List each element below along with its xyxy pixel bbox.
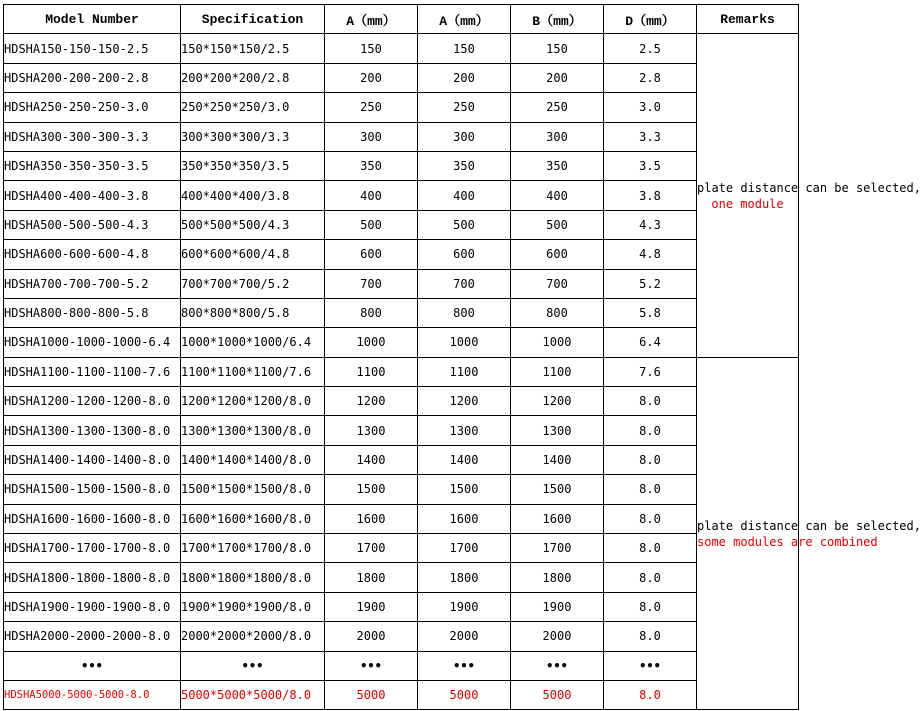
ellipsis-cell: ••• [511,651,604,680]
specification-cell: 1700*1700*1700/8.0 [181,534,325,563]
remarks-cell-group2 [697,357,921,710]
table-row [4,240,799,269]
d-mm-cell: 3.0 [604,93,697,122]
b-mm-cell: 350 [511,151,604,180]
b-mm-cell: 1000 [511,328,604,357]
b-mm-cell: 1100 [511,357,604,386]
specification-cell: 1400*1400*1400/8.0 [181,445,325,474]
d-mm-cell: 8.0 [604,622,697,651]
b-mm-cell: 2000 [511,622,604,651]
d-mm-cell: 8.0 [604,534,697,563]
a-mm-cell: 1000 [325,328,418,357]
a-mm-cell-2: 1000 [418,328,511,357]
d-mm-cell: 8.0 [604,592,697,621]
a-mm-cell: 600 [325,240,418,269]
specification-cell: 500*500*500/4.3 [181,210,325,239]
b-mm-cell: 200 [511,63,604,92]
a-mm-cell: 1400 [325,445,418,474]
b-mm-cell: 1600 [511,504,604,533]
a-mm-cell-2: 600 [418,240,511,269]
specification-cell: 250*250*250/3.0 [181,93,325,122]
model-number-cell: HDSHA1800-1800-1800-8.0 [4,563,181,592]
a-mm-cell-2: 250 [418,93,511,122]
b-mm-cell: 1400 [511,445,604,474]
b-mm-cell: 500 [511,210,604,239]
a-mm-cell: 2000 [325,622,418,651]
model-number-cell: HDSHA200-200-200-2.8 [4,63,181,92]
a-mm-cell: 1500 [325,475,418,504]
a-mm-cell: 150 [325,34,418,63]
remarks-text: plate distance can be selected, [697,180,921,195]
a-mm-cell-2: 5000 [418,680,511,709]
specification-cell: 700*700*700/5.2 [181,269,325,298]
d-mm-cell: 7.6 [604,357,697,386]
remarks-cell-group1 [697,34,921,357]
b-mm-cell: 1500 [511,475,604,504]
a-mm-cell: 250 [325,93,418,122]
model-number-cell: HDSHA150-150-150-2.5 [4,34,181,63]
table-row [4,622,799,651]
specification-cell: 1000*1000*1000/6.4 [181,328,325,357]
header-remarks: Remarks [697,5,799,34]
a-mm-cell-2: 1600 [418,504,511,533]
a-mm-cell: 5000 [325,680,418,709]
specification-cell: 350*350*350/3.5 [181,151,325,180]
ellipsis-cell: ••• [418,651,511,680]
a-mm-cell: 1100 [325,357,418,386]
a-mm-cell: 1800 [325,563,418,592]
a-mm-cell: 700 [325,269,418,298]
d-mm-cell: 8.0 [604,387,697,416]
model-number-cell: HDSHA1100-1100-1100-7.6 [4,357,181,386]
a-mm-cell-2: 1400 [418,445,511,474]
b-mm-cell: 300 [511,122,604,151]
model-number-cell: HDSHA350-350-350-3.5 [4,151,181,180]
specification-cell: 200*200*200/2.8 [181,63,325,92]
b-mm-cell: 600 [511,240,604,269]
header-b-mm: B（mm） [511,5,604,34]
a-mm-cell: 200 [325,63,418,92]
d-mm-cell: 2.5 [604,34,697,63]
b-mm-cell: 400 [511,181,604,210]
specification-cell: 2000*2000*2000/8.0 [181,622,325,651]
a-mm-cell-2: 1300 [418,416,511,445]
model-number-cell: HDSHA1700-1700-1700-8.0 [4,534,181,563]
a-mm-cell: 300 [325,122,418,151]
model-number-cell: HDSHA400-400-400-3.8 [4,181,181,210]
table-row [4,416,799,445]
ellipsis-cell: ••• [181,651,325,680]
model-number-cell: HDSHA500-500-500-4.3 [4,210,181,239]
d-mm-cell: 5.2 [604,269,697,298]
specification-cell: 1200*1200*1200/8.0 [181,387,325,416]
header-a-mm: A（mm） [325,5,418,34]
a-mm-cell-2: 1200 [418,387,511,416]
b-mm-cell: 700 [511,269,604,298]
model-number-cell: HDSHA1000-1000-1000-6.4 [4,328,181,357]
b-mm-cell: 1300 [511,416,604,445]
a-mm-cell-2: 300 [418,122,511,151]
d-mm-cell: 8.0 [604,475,697,504]
table-row-last [4,680,799,709]
model-number-cell: HDSHA700-700-700-5.2 [4,269,181,298]
specification-cell: 150*150*150/2.5 [181,34,325,63]
d-mm-cell: 5.8 [604,298,697,327]
model-number-cell: HDSHA1900-1900-1900-8.0 [4,592,181,621]
model-number-cell: HDSHA250-250-250-3.0 [4,93,181,122]
table-row [4,328,799,357]
d-mm-cell: 2.8 [604,63,697,92]
a-mm-cell-2: 1500 [418,475,511,504]
a-mm-cell-2: 1800 [418,563,511,592]
table-row [4,151,799,180]
table-row [4,269,799,298]
model-number-cell: HDSHA1200-1200-1200-8.0 [4,387,181,416]
a-mm-cell: 500 [325,210,418,239]
d-mm-cell: 8.0 [604,445,697,474]
a-mm-cell-2: 350 [418,151,511,180]
specification-cell: 1800*1800*1800/8.0 [181,563,325,592]
remarks-highlight: some modules are combined [697,534,878,549]
header-model-number: Model Number [4,5,181,34]
d-mm-cell: 3.8 [604,181,697,210]
table-row [4,357,799,386]
table-row [4,181,799,210]
b-mm-cell: 250 [511,93,604,122]
ellipsis-cell: ••• [604,651,697,680]
model-number-cell: HDSHA1500-1500-1500-8.0 [4,475,181,504]
a-mm-cell-2: 700 [418,269,511,298]
a-mm-cell: 1200 [325,387,418,416]
table-row [4,592,799,621]
a-mm-cell-2: 1900 [418,592,511,621]
a-mm-cell-2: 2000 [418,622,511,651]
remarks-highlight: one module [711,196,784,211]
b-mm-cell: 150 [511,34,604,63]
specification-cell: 1100*1100*1100/7.6 [181,357,325,386]
table-row [4,210,799,239]
d-mm-cell: 8.0 [604,416,697,445]
a-mm-cell-2: 200 [418,63,511,92]
a-mm-cell-2: 800 [418,298,511,327]
b-mm-cell: 1700 [511,534,604,563]
table-row [4,445,799,474]
table-row [4,34,799,63]
model-number-cell: HDSHA5000-5000-5000-8.0 [4,680,181,709]
specification-cell: 300*300*300/3.3 [181,122,325,151]
table-row [4,122,799,151]
specification-cell: 1600*1600*1600/8.0 [181,504,325,533]
b-mm-cell: 1800 [511,563,604,592]
model-number-cell: HDSHA1300-1300-1300-8.0 [4,416,181,445]
d-mm-cell: 6.4 [604,328,697,357]
table-body [4,34,921,710]
table-row [4,563,799,592]
header-a-mm-2: A（mm） [418,5,511,34]
ellipsis-cell: ••• [325,651,418,680]
model-number-cell: HDSHA300-300-300-3.3 [4,122,181,151]
table-row [4,298,799,327]
table-row [4,534,799,563]
a-mm-cell-2: 1700 [418,534,511,563]
a-mm-cell-2: 150 [418,34,511,63]
a-mm-cell: 1600 [325,504,418,533]
d-mm-cell: 8.0 [604,504,697,533]
model-number-cell: HDSHA600-600-600-4.8 [4,240,181,269]
a-mm-cell-2: 1100 [418,357,511,386]
a-mm-cell: 350 [325,151,418,180]
model-number-cell: HDSHA1400-1400-1400-8.0 [4,445,181,474]
specification-cell: 5000*5000*5000/8.0 [181,680,325,709]
d-mm-cell: 3.5 [604,151,697,180]
d-mm-cell: 4.3 [604,210,697,239]
a-mm-cell: 1300 [325,416,418,445]
a-mm-cell: 800 [325,298,418,327]
header-specification: Specification [181,5,325,34]
a-mm-cell-2: 400 [418,181,511,210]
table-row [4,63,799,92]
specification-cell: 1300*1300*1300/8.0 [181,416,325,445]
table-row [4,475,799,504]
ellipsis-cell: ••• [4,651,181,680]
spec-table [3,4,921,710]
specification-cell: 1500*1500*1500/8.0 [181,475,325,504]
a-mm-cell: 1700 [325,534,418,563]
model-number-cell: HDSHA800-800-800-5.8 [4,298,181,327]
b-mm-cell: 5000 [511,680,604,709]
specification-cell: 400*400*400/3.8 [181,181,325,210]
a-mm-cell: 400 [325,181,418,210]
d-mm-cell: 8.0 [604,680,697,709]
a-mm-cell: 1900 [325,592,418,621]
table-row [4,93,799,122]
b-mm-cell: 1200 [511,387,604,416]
a-mm-cell-2: 500 [418,210,511,239]
header-d-mm: D（mm） [604,5,697,34]
specification-cell: 1900*1900*1900/8.0 [181,592,325,621]
d-mm-cell: 4.8 [604,240,697,269]
remarks-text: plate distance can be selected, [697,518,921,533]
d-mm-cell: 8.0 [604,563,697,592]
table-row [4,387,799,416]
b-mm-cell: 1900 [511,592,604,621]
model-number-cell: HDSHA2000-2000-2000-8.0 [4,622,181,651]
header-row [4,5,799,34]
b-mm-cell: 800 [511,298,604,327]
model-number-cell: HDSHA1600-1600-1600-8.0 [4,504,181,533]
specification-cell: 600*600*600/4.8 [181,240,325,269]
ellipsis-row [4,651,799,680]
specification-cell: 800*800*800/5.8 [181,298,325,327]
table-row [4,504,799,533]
d-mm-cell: 3.3 [604,122,697,151]
